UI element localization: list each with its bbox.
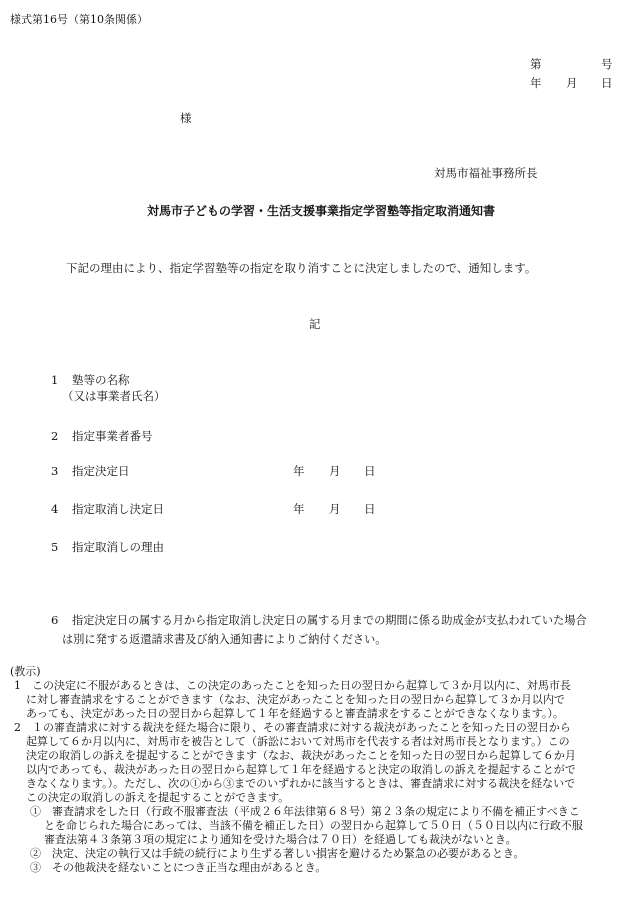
- item-number: 5: [51, 540, 59, 554]
- form-label: 様式第16号（第10条関係）: [10, 13, 148, 26]
- item-number: 2: [51, 429, 59, 443]
- date-month: 月: [566, 76, 578, 90]
- item-number: 4: [51, 502, 59, 516]
- item-month: 月: [329, 464, 341, 478]
- item-year: 年: [293, 464, 305, 478]
- sender-name: 対馬市福祉事務所長: [434, 166, 538, 180]
- number-dai: 第: [530, 57, 542, 71]
- note-2-line: 決定の取消しの訴えを提起することができます（なお、裁決があったことを知った日の翌日から起算して６か月: [26, 749, 576, 762]
- note-2-line: 以内であっても、裁決があった日の翌日から起算して１年を経過すると決定の取消しの訴えを提起することがで: [26, 763, 576, 776]
- item-day: 日: [364, 464, 376, 478]
- addressee-suffix: 様: [180, 111, 192, 125]
- item-label: 塾等の名称: [72, 373, 130, 387]
- item-sublabel: （又は事業者氏名）: [62, 389, 166, 403]
- note-2-line: きなくなります。）。ただし、次の①から③までのいずれかに該当するときは、審査請求に対する裁決を経ないで: [26, 777, 576, 790]
- item-month: 月: [329, 502, 341, 516]
- condition-2-line: ② 決定、決定の執行又は手続の続行により生ずる著しい損害を避けるため緊急の必要があるとき。: [30, 847, 525, 860]
- date-year: 年: [530, 76, 542, 90]
- item-day: 日: [364, 502, 376, 516]
- note-2-line: 起算して６か月以内に、対馬市を被告として（訴訟において対馬市を代表する者は対馬市長となります。）この: [26, 735, 570, 748]
- note-2-line: 2 １の審査請求に対する裁決を経た場合に限り、その審査請求に対する裁決があったことを知った日の翌日から: [14, 721, 571, 734]
- item-label: 指定取消し決定日: [72, 502, 164, 516]
- document-title: 対馬市子どもの学習・生活支援事業指定学習塾等指定取消通知書: [147, 204, 496, 218]
- condition-1-line: 審査法第４３条第３項の規定により通知を受けた場合は７０日）を経過しても裁決がないとき。: [44, 833, 517, 846]
- notes-heading: (教示): [10, 665, 41, 678]
- condition-1-line: ① 審査請求をした日（行政不服審査法（平成２６年法律第６８号）第２３条の規定により不備を補正すべきこ: [30, 805, 580, 818]
- item-label: 指定取消しの理由: [72, 540, 164, 554]
- note-1-line: あっても、決定があった日の翌日から起算して１年を経過すると審査請求をすることができなくなります。）。: [26, 707, 564, 720]
- date-day: 日: [601, 76, 613, 90]
- item-text-line2: は別に発する返還請求書及び納入通知書によりご納付ください。: [62, 633, 387, 646]
- item-number: 1: [51, 373, 59, 387]
- item-label: 指定決定日: [72, 464, 130, 478]
- ki-heading: 記: [309, 317, 321, 331]
- item-year: 年: [293, 502, 305, 516]
- item-number: 3: [51, 464, 59, 478]
- note-1-line: に対し審査請求をすることができます（なお、決定があったことを知った日の翌日から起算して３か月以内で: [26, 693, 565, 706]
- number-go: 号: [601, 57, 613, 71]
- condition-1-line: とを命じられた場合にあっては、当該不備を補正した日）の翌日から起算して５０日（５０日以内に行政不服: [44, 819, 583, 832]
- note-2-line: この決定の取消しの訴えを提起することができます。: [26, 791, 290, 804]
- condition-3-line: ③ その他裁決を経ないことにつき正当な理由があるとき。: [30, 861, 327, 874]
- note-1-line: 1 この決定に不服があるときは、この決定のあったことを知った日の翌日から起算して３か月以内に、対馬市長: [14, 679, 571, 692]
- item-text-line1: 指定決定日の属する月から指定取消し決定日の属する月までの期間に係る助成金が支払われていた場合: [72, 614, 587, 627]
- item-number: 6: [51, 613, 59, 627]
- intro-text: 下記の理由により、指定学習塾等の指定を取り消すことに決定しましたので、通知します。: [66, 261, 537, 275]
- item-label: 指定事業者番号: [72, 429, 153, 443]
